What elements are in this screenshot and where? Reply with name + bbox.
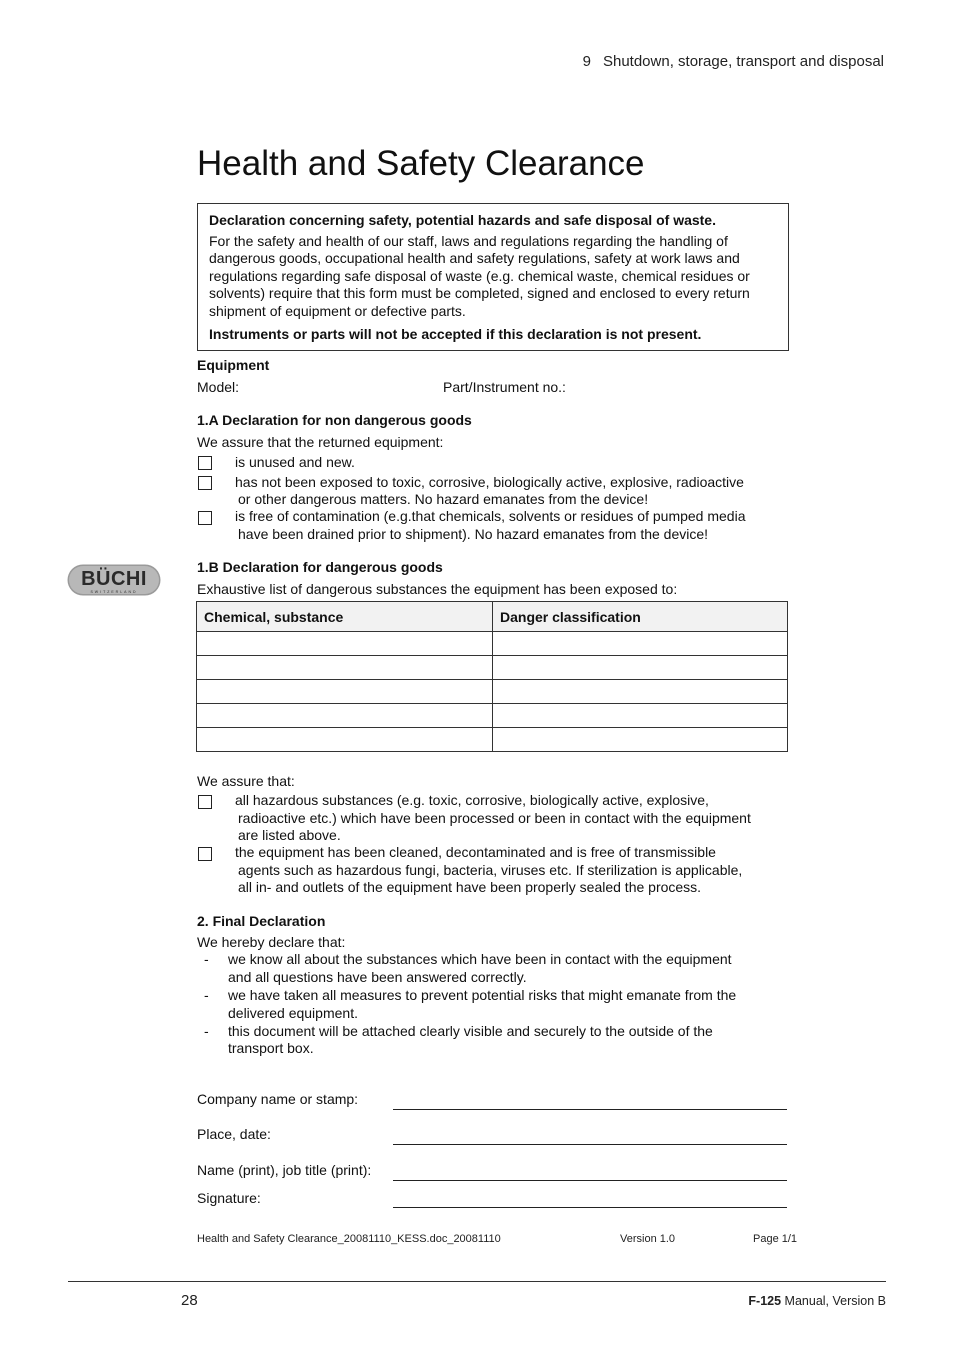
substances-listed-checkbox[interactable] <box>198 795 212 809</box>
declaration-item: we have taken all measures to prevent potential risks that might emanate from the <box>228 987 737 1003</box>
substance-cell[interactable] <box>197 680 493 704</box>
declaration-body: For the safety and health of our staff, laws and regulations regarding the handling of dangerous goods, occupational health and safety regulations, safety at work laws and regulations regarding safe disposal of waste (e.g. chemical waste, chemical residues or solvents) require that this form must be completed, signed and enclosed to every return shipment of equipment or defective parts. <box>209 232 750 319</box>
page-title: Health and Safety Clearance <box>197 144 645 183</box>
place-date-input-line[interactable] <box>393 1144 787 1145</box>
table-row <box>197 704 788 728</box>
section-1b-lead: Exhaustive list of dangerous substances the equipment has been exposed to: <box>197 581 678 597</box>
classification-cell[interactable] <box>493 632 788 656</box>
footer-rule <box>68 1281 886 1282</box>
running-header <box>583 53 884 70</box>
substance-cell[interactable] <box>197 656 493 680</box>
buchi-logo <box>67 564 161 596</box>
unused-new-checkbox[interactable] <box>198 456 212 470</box>
table-row <box>197 632 788 656</box>
equipment-heading: Equipment <box>197 357 270 373</box>
signature-input-line[interactable] <box>393 1207 787 1208</box>
column-header: Danger classification <box>493 602 788 632</box>
declaration-box <box>197 203 789 351</box>
classification-cell[interactable] <box>493 680 788 704</box>
name-title-label: Name (print), job title (print): <box>197 1162 372 1178</box>
classification-cell[interactable] <box>493 728 788 752</box>
product-name: F-125 <box>748 1294 782 1308</box>
declaration-item-cont: transport box. <box>228 1040 314 1056</box>
section-2-lead: We hereby declare that: <box>197 934 346 950</box>
checkbox-label-cont: radioactive etc.) which have been processed or been in contact with the equipment <box>238 810 751 826</box>
part-number-label: Part/Instrument no.: <box>443 379 566 395</box>
buchi-logo-graphic <box>67 564 161 596</box>
name-title-input-line[interactable] <box>393 1180 787 1181</box>
substance-cell[interactable] <box>197 704 493 728</box>
dangerous-substances-table <box>196 601 788 752</box>
model-label: Model: <box>197 379 240 395</box>
table-row <box>197 728 788 752</box>
table-row <box>197 680 788 704</box>
logo-subtext: SWITZERLAND <box>90 590 138 594</box>
checkbox-label-cont: are listed above. <box>238 827 341 843</box>
manual-version <box>748 1294 886 1308</box>
declaration-item-cont: and all questions have been answered correctly. <box>228 969 527 985</box>
company-label: Company name or stamp: <box>197 1091 359 1107</box>
classification-cell[interactable] <box>493 656 788 680</box>
classification-cell[interactable] <box>493 704 788 728</box>
section-2-heading: 2. Final Declaration <box>197 913 326 929</box>
table-row <box>197 656 788 680</box>
not-exposed-checkbox[interactable] <box>198 476 212 490</box>
decontaminated-checkbox[interactable] <box>198 847 212 861</box>
bullet-dash: - <box>204 1023 209 1039</box>
checkbox-label-cont: agents such as hazardous fungi, bacteria, viruses etc. If sterilization is applicable, <box>238 862 743 878</box>
checkbox-label: the equipment has been cleaned, decontaminated and is free of transmissible <box>235 844 716 860</box>
form-page: Page 1/1 <box>753 1233 798 1245</box>
column-header: Chemical, substance <box>197 602 493 632</box>
free-of-contamination-checkbox[interactable] <box>198 511 212 525</box>
table-header-row <box>197 602 788 632</box>
declaration-heading: Declaration concerning safety, potential hazards and safe disposal of waste. <box>209 212 716 228</box>
checkbox-label: has not been exposed to toxic, corrosive, biologically active, explosive, radioactive <box>235 474 744 490</box>
checkbox-label-cont: or other dangerous matters. No hazard emanates from the device! <box>238 491 649 507</box>
form-filename: Health and Safety Clearance_20081110_KESS.doc_20081110 <box>197 1233 501 1245</box>
checkbox-label: is free of contamination (e.g.that chemicals, solvents or residues of pumped media <box>235 508 746 524</box>
section-1a-lead: We assure that the returned equipment: <box>197 434 444 450</box>
substance-cell[interactable] <box>197 632 493 656</box>
page-number: 28 <box>181 1292 198 1309</box>
manual-label: Manual, Version B <box>784 1294 886 1308</box>
logo-wordmark: BÜCHI <box>81 568 147 590</box>
form-version: Version 1.0 <box>620 1233 676 1245</box>
checkbox-label: all hazardous substances (e.g. toxic, corrosive, biologically active, explosive, <box>235 792 709 808</box>
section-1a-heading: 1.A Declaration for non dangerous goods <box>197 412 472 428</box>
declaration-warning: Instruments or parts will not be accepted if this declaration is not present. <box>209 326 702 342</box>
company-input-line[interactable] <box>393 1109 787 1110</box>
chapter-title: Shutdown, storage, transport and disposal <box>602 53 884 70</box>
bullet-dash: - <box>204 987 209 1003</box>
declaration-item: this document will be attached clearly visible and securely to the outside of the <box>228 1023 713 1039</box>
signature-label: Signature: <box>197 1190 261 1206</box>
declaration-item: we know all about the substances which have been in contact with the equipment <box>228 951 732 967</box>
place-date-label: Place, date: <box>197 1126 271 1142</box>
chapter-number: 9 <box>582 53 591 70</box>
substance-cell[interactable] <box>197 728 493 752</box>
section-1b-heading: 1.B Declaration for dangerous goods <box>197 559 443 575</box>
checkbox-label: is unused and new. <box>235 454 355 470</box>
checkbox-label-cont: have been drained prior to shipment). No hazard emanates from the device! <box>238 526 709 542</box>
assure-lead: We assure that: <box>197 773 295 789</box>
bullet-dash: - <box>204 951 209 967</box>
declaration-item-cont: delivered equipment. <box>228 1005 358 1021</box>
checkbox-label-cont: all in- and outlets of the equipment have been properly sealed the process. <box>238 879 702 895</box>
